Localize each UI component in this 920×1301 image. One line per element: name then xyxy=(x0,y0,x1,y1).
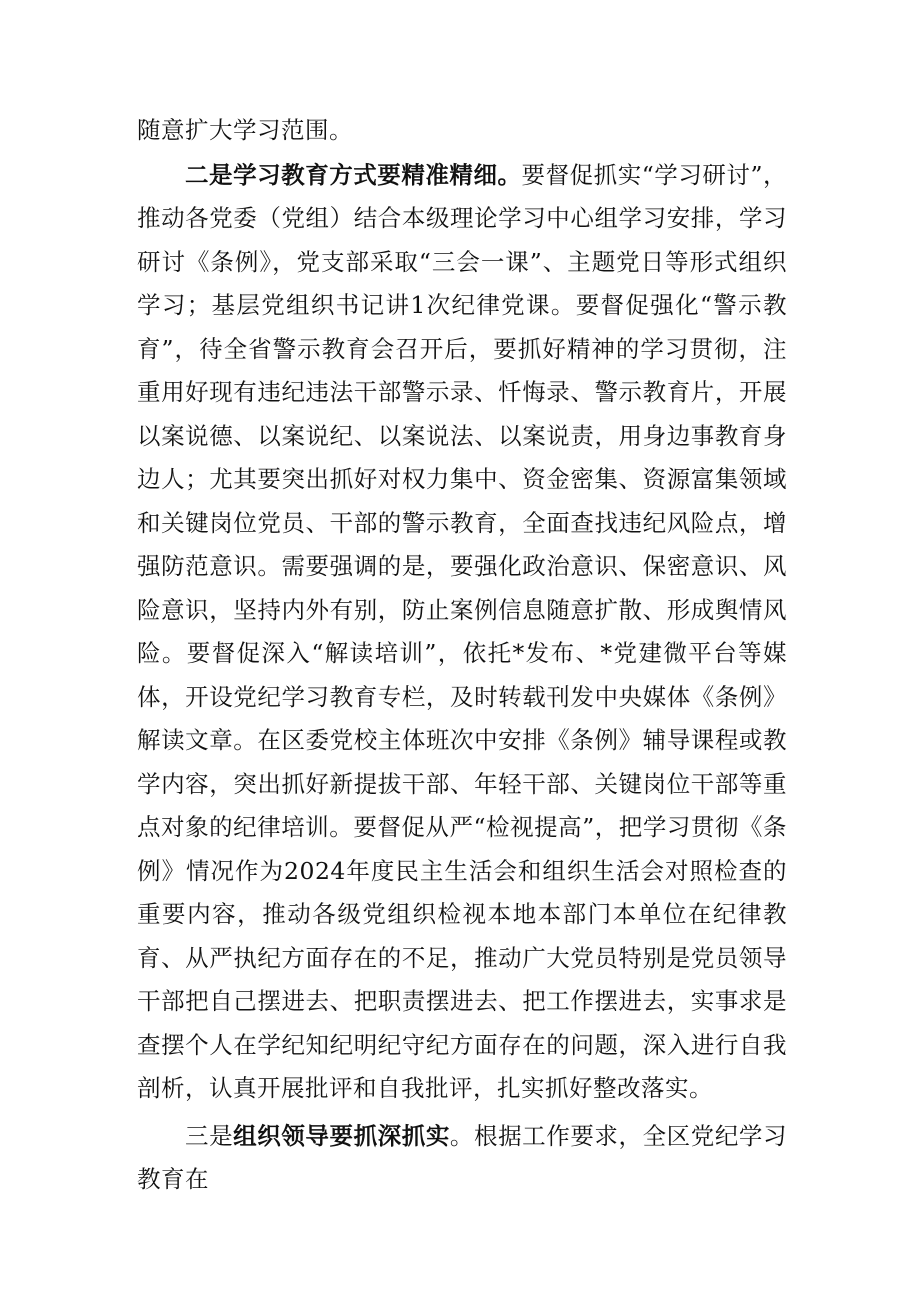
paragraph-2-body: 要督促抓实“学习研讨”，推动各党委（党组）结合本级理论学习中心组学习安排，学习研讨《条例》，党支部采取“三会一课”、主题党日等形式组织学习；基层党组织书记讲1次纪律党课。要督促强化“警示教育”，待全省警示教育会召开后，要抓好精神的学习贯彻，注重用好现有违纪违法干部警示录、忏悔录、警示教育片，开展以案说德、以案说纪、以案说法、以案说责，用身边事教育身边人；尤其要突出抓好对权力集中、资金密集、资源富集领域和关键岗位党员、干部的警示教育，全面查找违纪风险点，增强防范意识。需要强调的是，要强化政治意识、保密意识、风险意识，坚持内外有别，防止案例信息随意扩散、形成舆情风险。要督促深入“解读培训”，依托*发布、*党建微平台等媒体，开设党纪学习教育专栏，及时转载刊发中央媒体《条例》解读文章。在区委党校主体班次中安排《条例》辅导课程或教学内容，突出抓好新提拔干部、年轻干部、关键岗位干部等重点对象的纪律培训。要督促从严“检视提高”，把学习贯彻《条例》情况作为2024年度民主生活会和组织生活会对照检查的重要内容，推动各级党组织检视本地本部门本单位在纪律教育、从严执纪方面存在的不足，推动广大党员特别是党员领导干部把自己摆进去、把职责摆进去、把工作摆进去，实事求是查摆个人在学纪知纪明纪守纪方面存在的问题，深入进行自我剖析，认真开展批评和自我批评，扎实抓好整改落实。 xyxy=(137,160,788,1102)
paragraph-3 xyxy=(137,1115,787,1202)
paragraph-3-body: 。根据工作要求，全区党纪学习教育在 xyxy=(137,1121,788,1193)
document-body xyxy=(137,109,787,1202)
paragraph-1-text: 随意扩大学习范围。 xyxy=(137,116,353,144)
paragraph-1 xyxy=(137,109,787,153)
paragraph-3-prefix: 三是 xyxy=(185,1121,234,1150)
paragraph-3-lead: 组织领导要抓深抓实 xyxy=(233,1121,450,1150)
paragraph-2-lead: 二是学习教育方式要精准精细。 xyxy=(185,160,522,189)
paragraph-2 xyxy=(137,154,787,1111)
